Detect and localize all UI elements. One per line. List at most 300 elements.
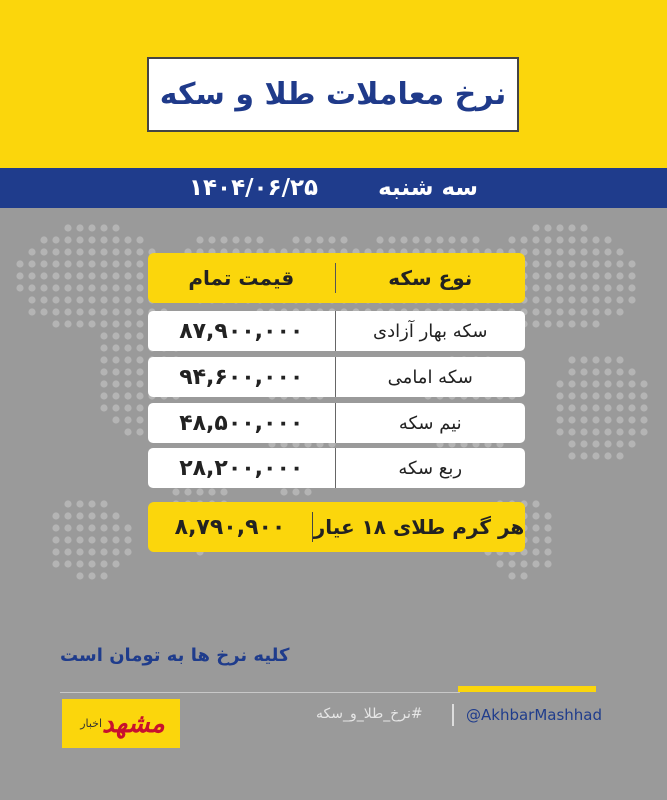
map-dot <box>592 356 599 363</box>
map-dot <box>124 392 131 399</box>
map-dot <box>604 428 611 435</box>
map-dot <box>424 236 431 243</box>
map-dot <box>100 560 107 567</box>
map-dot <box>568 356 575 363</box>
coin-price: ۹۴,۶۰۰,۰۰۰ <box>179 364 304 390</box>
map-dot <box>136 260 143 267</box>
map-dot <box>628 392 635 399</box>
map-dot <box>580 248 587 255</box>
map-dot <box>556 224 563 231</box>
map-dot <box>568 224 575 231</box>
map-dot <box>304 488 311 495</box>
map-dot <box>100 572 107 579</box>
map-dot <box>100 368 107 375</box>
map-dot <box>88 272 95 279</box>
map-dot <box>604 380 611 387</box>
map-dot <box>220 236 227 243</box>
map-dot <box>136 236 143 243</box>
map-dot <box>628 296 635 303</box>
map-dot <box>556 428 563 435</box>
map-dot <box>580 224 587 231</box>
map-dot <box>544 536 551 543</box>
map-dot <box>292 236 299 243</box>
map-dot <box>412 236 419 243</box>
map-dot <box>124 320 131 327</box>
logo-main-text: مشهد <box>102 708 165 739</box>
map-dot <box>112 308 119 315</box>
map-dot <box>544 560 551 567</box>
map-dot <box>76 524 83 531</box>
map-dot <box>580 392 587 399</box>
coin-name: نیم سکه <box>398 412 462 434</box>
map-dot <box>136 428 143 435</box>
map-dot <box>100 284 107 291</box>
map-dot <box>112 380 119 387</box>
map-dot <box>100 236 107 243</box>
map-dot <box>544 236 551 243</box>
map-dot <box>244 236 251 243</box>
map-dot <box>604 416 611 423</box>
map-dot <box>100 224 107 231</box>
map-dot <box>88 248 95 255</box>
map-dot <box>88 320 95 327</box>
divider <box>60 692 460 693</box>
map-dot <box>616 272 623 279</box>
map-dot <box>88 512 95 519</box>
map-dot <box>64 548 71 555</box>
map-dot <box>124 428 131 435</box>
map-dot <box>52 560 59 567</box>
map-dot <box>76 536 83 543</box>
map-dot <box>532 284 539 291</box>
map-dot <box>580 296 587 303</box>
map-dot <box>604 440 611 447</box>
map-dot <box>100 404 107 411</box>
map-dot <box>76 548 83 555</box>
map-dot <box>136 296 143 303</box>
map-dot <box>52 236 59 243</box>
map-dot <box>124 524 131 531</box>
map-dot <box>568 260 575 267</box>
map-dot <box>28 296 35 303</box>
map-dot <box>592 404 599 411</box>
map-dot <box>136 356 143 363</box>
map-dot <box>76 572 83 579</box>
map-dot <box>580 416 587 423</box>
map-dot <box>592 440 599 447</box>
map-dot <box>112 296 119 303</box>
map-dot <box>532 296 539 303</box>
map-dot <box>88 560 95 567</box>
map-dot <box>112 332 119 339</box>
map-dot <box>76 320 83 327</box>
map-dot <box>640 392 647 399</box>
map-dot <box>532 536 539 543</box>
map-dot <box>28 308 35 315</box>
map-dot <box>100 308 107 315</box>
map-dot <box>100 524 107 531</box>
map-dot <box>64 308 71 315</box>
map-dot <box>124 296 131 303</box>
map-dot <box>604 296 611 303</box>
map-dot <box>52 248 59 255</box>
map-dot <box>580 404 587 411</box>
map-dot <box>100 536 107 543</box>
map-dot <box>616 248 623 255</box>
map-dot <box>592 428 599 435</box>
map-dot <box>508 572 515 579</box>
map-dot <box>460 236 467 243</box>
map-dot <box>580 272 587 279</box>
map-dot <box>604 260 611 267</box>
map-dot <box>544 524 551 531</box>
map-dot <box>64 236 71 243</box>
map-dot <box>136 344 143 351</box>
map-dot <box>592 308 599 315</box>
map-dot <box>616 260 623 267</box>
map-dot <box>124 416 131 423</box>
map-dot <box>136 380 143 387</box>
map-dot <box>556 236 563 243</box>
map-dot <box>532 524 539 531</box>
map-dot <box>592 272 599 279</box>
map-dot <box>340 236 347 243</box>
map-dot <box>568 392 575 399</box>
map-dot <box>580 284 587 291</box>
map-dot <box>76 308 83 315</box>
map-dot <box>136 404 143 411</box>
map-dot <box>544 260 551 267</box>
map-dot <box>40 272 47 279</box>
map-dot <box>628 368 635 375</box>
map-dot <box>604 356 611 363</box>
map-dot <box>64 536 71 543</box>
map-dot <box>136 308 143 315</box>
map-dot <box>592 260 599 267</box>
map-dot <box>592 296 599 303</box>
map-dot <box>76 236 83 243</box>
map-dot <box>136 368 143 375</box>
divider-accent <box>458 686 596 692</box>
map-dot <box>28 272 35 279</box>
map-dot <box>88 260 95 267</box>
map-dot <box>88 524 95 531</box>
map-dot <box>568 416 575 423</box>
map-dot <box>100 500 107 507</box>
map-dot <box>568 296 575 303</box>
map-dot <box>508 560 515 567</box>
map-dot <box>124 236 131 243</box>
map-dot <box>136 392 143 399</box>
map-dot <box>232 236 239 243</box>
map-dot <box>256 236 263 243</box>
map-dot <box>532 236 539 243</box>
map-dot <box>112 344 119 351</box>
map-dot <box>112 560 119 567</box>
date-value: ۱۴۰۴/۰۶/۲۵ <box>188 175 319 201</box>
map-dot <box>124 272 131 279</box>
map-dot <box>628 428 635 435</box>
hashtag-link[interactable]: #نرخ_طلا_و_سکه <box>316 706 423 722</box>
map-dot <box>112 368 119 375</box>
map-dot <box>580 236 587 243</box>
map-dot <box>124 356 131 363</box>
map-dot <box>100 332 107 339</box>
map-dot <box>592 320 599 327</box>
map-dot <box>40 248 47 255</box>
map-dot <box>100 320 107 327</box>
map-dot <box>16 284 23 291</box>
currency-note: کلیه نرخ ها به تومان است <box>60 645 290 666</box>
coin-price: ۲۸,۲۰۰,۰۰۰ <box>179 455 304 481</box>
map-dot <box>532 512 539 519</box>
map-dot <box>112 284 119 291</box>
date-bar <box>0 168 667 208</box>
map-dot <box>628 380 635 387</box>
map-dot <box>88 548 95 555</box>
map-dot <box>76 224 83 231</box>
map-dot <box>580 452 587 459</box>
map-dot <box>556 308 563 315</box>
map-dot <box>628 284 635 291</box>
map-dot <box>520 560 527 567</box>
map-dot <box>124 404 131 411</box>
map-dot <box>124 248 131 255</box>
map-dot <box>52 284 59 291</box>
map-dot <box>568 248 575 255</box>
map-dot <box>88 308 95 315</box>
map-dot <box>556 272 563 279</box>
header-coin-type: نوع سکه <box>388 266 473 290</box>
map-dot <box>628 416 635 423</box>
map-dot <box>112 320 119 327</box>
table-row <box>148 448 525 488</box>
map-dot <box>604 392 611 399</box>
map-dot <box>100 344 107 351</box>
map-dot <box>580 320 587 327</box>
map-dot <box>580 440 587 447</box>
map-dot <box>76 560 83 567</box>
map-dot <box>28 248 35 255</box>
map-dot <box>52 548 59 555</box>
map-dot <box>88 536 95 543</box>
map-dot <box>64 224 71 231</box>
map-dot <box>580 356 587 363</box>
map-dot <box>112 356 119 363</box>
map-dot <box>112 248 119 255</box>
map-dot <box>64 500 71 507</box>
map-dot <box>544 512 551 519</box>
weekday: سه شنبه <box>378 175 479 201</box>
map-dot <box>616 296 623 303</box>
map-dot <box>88 296 95 303</box>
map-dot <box>580 308 587 315</box>
map-dot <box>604 272 611 279</box>
map-dot <box>592 416 599 423</box>
map-dot <box>604 452 611 459</box>
map-dot <box>592 248 599 255</box>
map-dot <box>52 296 59 303</box>
map-dot <box>112 548 119 555</box>
map-dot <box>64 248 71 255</box>
map-dot <box>616 308 623 315</box>
map-dot <box>124 536 131 543</box>
map-dot <box>472 236 479 243</box>
coin-price: ۴۸,۵۰۰,۰۰۰ <box>179 410 304 436</box>
map-dot <box>112 404 119 411</box>
map-dot <box>76 248 83 255</box>
map-dot <box>532 248 539 255</box>
map-dot <box>604 236 611 243</box>
map-dot <box>124 308 131 315</box>
map-dot <box>52 260 59 267</box>
map-dot <box>100 296 107 303</box>
map-dot <box>52 524 59 531</box>
map-dot <box>100 380 107 387</box>
map-dot <box>52 512 59 519</box>
map-dot <box>28 260 35 267</box>
map-dot <box>112 260 119 267</box>
map-dot <box>76 260 83 267</box>
title-box <box>147 57 519 132</box>
map-dot <box>304 236 311 243</box>
map-dot <box>568 428 575 435</box>
map-dot <box>40 296 47 303</box>
map-dot <box>64 524 71 531</box>
map-dot <box>52 272 59 279</box>
map-dot <box>568 404 575 411</box>
map-dot <box>40 236 47 243</box>
map-dot <box>556 416 563 423</box>
map-dot <box>124 332 131 339</box>
map-dot <box>100 548 107 555</box>
map-dot <box>616 368 623 375</box>
gold-label: هر گرم طلای ۱۸ عیار <box>313 515 525 539</box>
map-dot <box>124 260 131 267</box>
footer-separator <box>452 704 454 726</box>
map-dot <box>16 272 23 279</box>
map-dot <box>64 320 71 327</box>
map-dot <box>556 248 563 255</box>
map-dot <box>556 284 563 291</box>
map-dot <box>592 284 599 291</box>
map-dot <box>496 560 503 567</box>
map-dot <box>88 224 95 231</box>
map-dot <box>64 272 71 279</box>
map-dot <box>100 512 107 519</box>
map-dot <box>136 248 143 255</box>
map-dot <box>208 488 215 495</box>
map-dot <box>580 260 587 267</box>
table-row <box>148 311 525 351</box>
map-dot <box>640 416 647 423</box>
map-dot <box>88 500 95 507</box>
map-dot <box>568 272 575 279</box>
map-dot <box>376 236 383 243</box>
map-dot <box>568 440 575 447</box>
map-dot <box>112 524 119 531</box>
map-dot <box>568 236 575 243</box>
map-dot <box>40 308 47 315</box>
map-dot <box>532 560 539 567</box>
map-dot <box>604 308 611 315</box>
social-handle[interactable]: @AkhbarMashhad <box>466 706 603 724</box>
header-full-price: قیمت تمام <box>188 266 295 290</box>
map-dot <box>280 488 287 495</box>
map-dot <box>604 404 611 411</box>
map-dot <box>556 392 563 399</box>
map-dot <box>640 428 647 435</box>
map-dot <box>76 512 83 519</box>
map-dot <box>544 548 551 555</box>
map-dot <box>100 392 107 399</box>
map-dot <box>580 380 587 387</box>
map-dot <box>88 284 95 291</box>
map-dot <box>544 296 551 303</box>
page-title: نرخ معاملات طلا و سکه <box>159 77 507 112</box>
map-dot <box>604 248 611 255</box>
map-dot <box>76 284 83 291</box>
logo-small-text: اخبار <box>80 717 103 730</box>
map-dot <box>64 296 71 303</box>
map-dot <box>16 260 23 267</box>
map-dot <box>112 392 119 399</box>
map-dot <box>628 404 635 411</box>
map-dot <box>592 452 599 459</box>
map-dot <box>532 260 539 267</box>
map-dot <box>172 488 179 495</box>
map-dot <box>568 380 575 387</box>
map-dot <box>568 452 575 459</box>
map-dot <box>604 368 611 375</box>
map-dot <box>520 572 527 579</box>
map-dot <box>124 284 131 291</box>
map-dot <box>196 488 203 495</box>
map-dot <box>556 404 563 411</box>
map-dot <box>52 536 59 543</box>
map-dot <box>568 284 575 291</box>
map-dot <box>112 416 119 423</box>
map-dot <box>616 440 623 447</box>
gold-price: ۸,۷۹۰,۹۰۰ <box>174 514 286 540</box>
map-dot <box>592 392 599 399</box>
map-dot <box>64 260 71 267</box>
map-dot <box>592 380 599 387</box>
map-dot <box>532 224 539 231</box>
map-dot <box>76 296 83 303</box>
map-dot <box>556 260 563 267</box>
map-dot <box>220 488 227 495</box>
map-dot <box>112 536 119 543</box>
map-dot <box>328 236 335 243</box>
map-dot <box>616 380 623 387</box>
coin-name: سکه امامی <box>387 366 473 388</box>
map-dot <box>40 284 47 291</box>
map-dot <box>616 416 623 423</box>
map-dot <box>196 236 203 243</box>
map-dot <box>544 284 551 291</box>
gold-price-row <box>148 502 525 552</box>
map-dot <box>64 512 71 519</box>
map-dot <box>76 272 83 279</box>
coin-price: ۸۷,۹۰۰,۰۰۰ <box>179 318 304 344</box>
map-dot <box>556 320 563 327</box>
map-dot <box>136 416 143 423</box>
map-dot <box>112 224 119 231</box>
map-dot <box>640 404 647 411</box>
map-dot <box>532 320 539 327</box>
map-dot <box>532 272 539 279</box>
